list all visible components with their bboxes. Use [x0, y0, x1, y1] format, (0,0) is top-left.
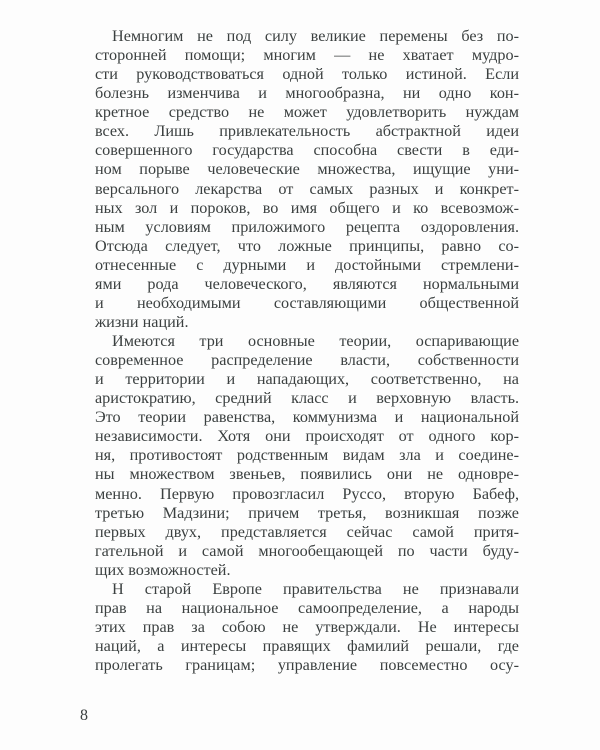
text-line: Н старой Европе правительства не признавали: [112, 579, 519, 598]
text-line: независимости. Хотя они происходят от одного кор-: [95, 427, 519, 446]
text-line: жизни наций.: [95, 312, 189, 331]
paragraph: [95, 332, 519, 580]
text-line: ных зол и пороков, во имя общего и ко всевозмож-: [95, 198, 519, 217]
text-line: третью Мадзини; причем третья, возникшая позже: [95, 503, 519, 522]
text-line: и необходимыми составляющими общественной: [95, 293, 519, 312]
text-line: Имеются три основные теории, оспаривающие: [112, 332, 519, 350]
text-line: аристократию, средний класс и верховную власть.: [95, 389, 519, 408]
text-line: ями рода человеческого, являются нормальными: [95, 274, 519, 293]
body-text: [95, 27, 519, 675]
text-line: ны множеством звеньев, появились они не одновре-: [95, 465, 519, 484]
text-line: прав на национальное самоопределение, а народы: [95, 598, 519, 617]
text-line: первых двух, представляется сейчас самой притя-: [95, 522, 519, 541]
text-line: щих возможностей.: [95, 560, 231, 579]
text-line: гательной и самой многообещающей по части буду-: [95, 541, 519, 560]
text-line: сторонней помощи; многим — не хватает мудро-: [95, 46, 519, 65]
text-line: сти руководствоваться одной только истиной. Если: [95, 65, 519, 84]
text-line: Отсюда следует, что ложные принципы, равно со-: [95, 236, 519, 255]
text-line: ном порыве человеческие множества, ищущие уни-: [95, 160, 519, 179]
text-line: современное распределение власти, собственности: [95, 351, 519, 370]
text-line: менно. Первую провозгласил Руссо, вторую Бабеф,: [95, 484, 519, 503]
text-line: Это теории равенства, коммунизма и национальной: [95, 408, 519, 427]
text-line: версального лекарства от самых разных и конкрет-: [95, 179, 519, 198]
text-line: пролегать границам; управление повсеместно осу-: [95, 656, 519, 675]
text-line: всех. Лишь привлекательность абстрактной идеи: [95, 122, 519, 141]
paragraph: [95, 580, 519, 675]
text-line: отнесенные с дурными и достойными стремлени-: [95, 255, 519, 274]
text-line: ня, противостоят родственным видам зла и соедине-: [95, 446, 519, 465]
text-line: Немногим не под силу великие перемены без по-: [112, 27, 519, 45]
text-line: кретное средство не может удовлетворить нуждам: [95, 103, 519, 122]
paragraph: [95, 27, 519, 332]
text-line: наций, а интересы правящих фамилий решали, где: [95, 637, 519, 655]
text-line: болезнь изменчива и многообразна, ни одно кон-: [95, 84, 519, 103]
text-line: этих прав за собою не утверждали. Не интересы: [95, 617, 519, 636]
page-number: 8: [80, 707, 88, 724]
text-line: и территории и нападающих, соответственно, на: [95, 370, 519, 389]
text-line: ным условиям приложимого рецепта оздоровления.: [95, 217, 519, 236]
text-line: совершенного государства способна свести в еди-: [95, 141, 519, 160]
